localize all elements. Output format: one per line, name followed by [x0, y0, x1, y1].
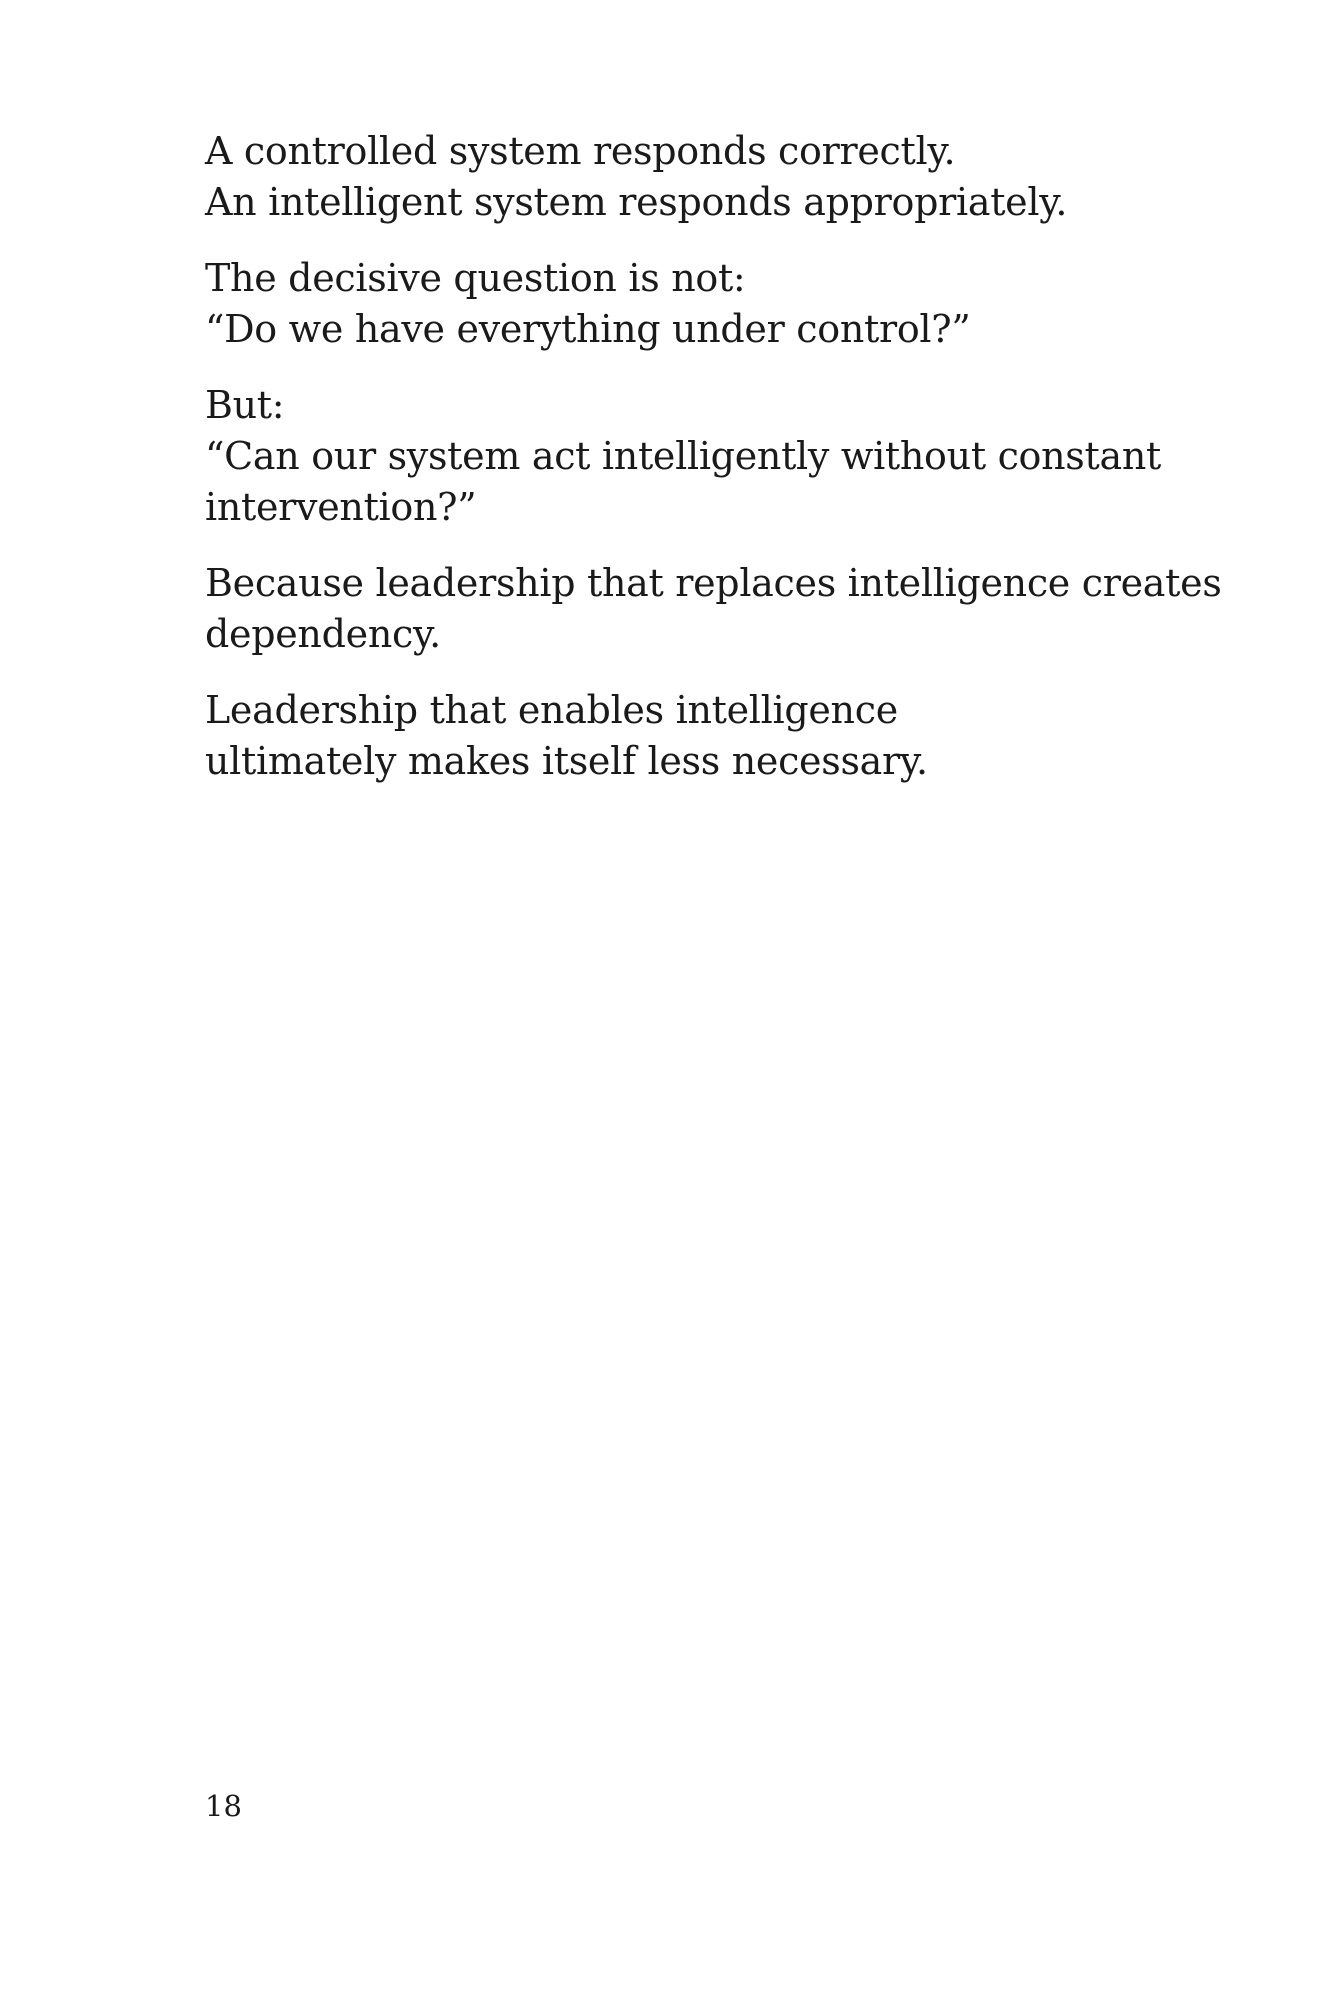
text-line: “Can our system act intelligently without constant — [205, 434, 1161, 478]
text-line: Because leadership that replaces intelligence creates — [205, 561, 1222, 605]
page-number: 18 — [205, 1789, 242, 1823]
text-line: “Do we have everything under control?” — [205, 307, 971, 351]
text-line: dependency. — [205, 612, 441, 656]
paragraph-5 — [205, 685, 1165, 787]
text-line: ultimately makes itself less necessary. — [205, 739, 928, 783]
paragraph-4 — [205, 558, 1222, 660]
paragraph-1 — [205, 126, 1165, 228]
body-text — [205, 126, 1222, 812]
text-line: A controlled system responds correctly. — [205, 129, 956, 173]
paragraph-2 — [205, 253, 1165, 355]
text-line: intervention?” — [205, 485, 477, 529]
paragraph-3 — [205, 380, 1165, 533]
text-line: But: — [205, 383, 285, 427]
text-line: The decisive question is not: — [205, 256, 746, 300]
text-line: An intelligent system responds appropriately. — [205, 180, 1068, 224]
text-line: Leadership that enables intelligence — [205, 688, 898, 732]
